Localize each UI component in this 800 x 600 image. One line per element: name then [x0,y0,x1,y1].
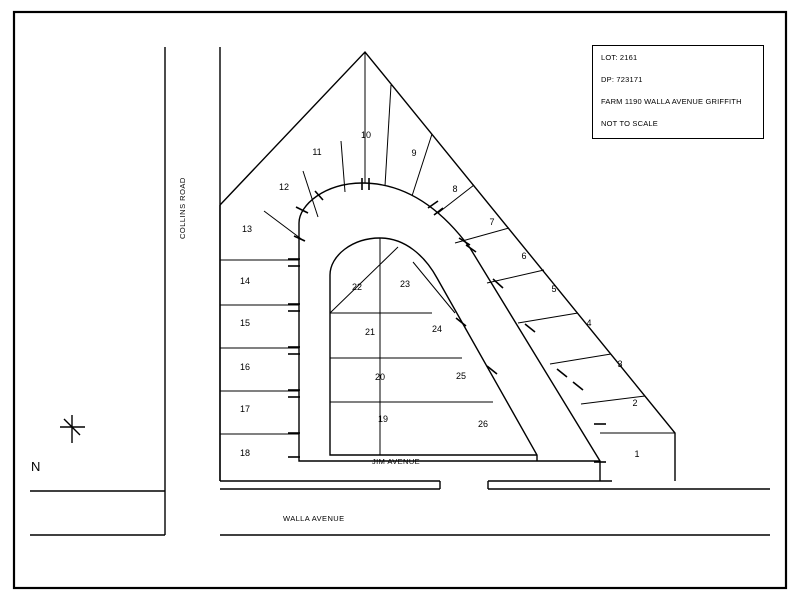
lot-label-5: 5 [551,284,557,294]
title-block-dp: DP: 723171 [601,75,643,84]
title-block [592,45,764,139]
title-block-address: FARM 1190 WALLA AVENUE GRIFFITH [601,97,742,106]
lot-label-17: 17 [239,404,251,414]
lot-label-2: 2 [632,398,638,408]
title-block-scale-note: NOT TO SCALE [601,119,659,128]
title-block-lot: LOT: 2161 [601,53,638,62]
lot-label-24: 24 [431,324,443,334]
lot-lines-east [438,185,675,433]
lot-label-13: 13 [241,224,253,234]
lot-label-9: 9 [411,148,417,158]
walla-avenue-label: WALLA AVENUE [283,514,345,523]
lot-label-21: 21 [364,327,376,337]
lot-label-25: 25 [455,371,467,381]
lot-label-10: 10 [360,130,372,140]
lot-label-20: 20 [374,372,386,382]
lot-label-6: 6 [521,251,527,261]
lot-label-11: 11 [312,147,322,157]
lot-label-18: 18 [239,448,251,458]
lot-lines-island [330,238,493,455]
collins-road-label: COLLINS ROAD [178,177,187,239]
lot-label-12: 12 [278,182,290,192]
lot-label-19: 19 [377,414,389,424]
collins-road-lines [30,47,220,535]
lot-lines-west [220,260,299,434]
lot-label-15: 15 [239,318,251,328]
lot-label-26: 26 [477,419,489,429]
compass-north-label: N [31,459,41,474]
lot-label-7: 7 [489,217,495,227]
lot-lines-north [264,52,432,241]
lot-label-4: 4 [586,318,592,328]
lot-label-16: 16 [239,362,251,372]
lot-label-14: 14 [239,276,251,286]
lot-label-1: 1 [634,449,640,459]
jim-avenue-label: JIM AVENUE [372,457,421,466]
compass-rose [31,415,85,474]
lot-label-3: 3 [617,359,623,369]
lot-label-8: 8 [452,184,458,194]
jim-avenue-lines [299,183,600,481]
lot-label-23: 23 [399,279,411,289]
lot-label-22: 22 [351,282,363,292]
walla-avenue-lines [220,481,770,535]
